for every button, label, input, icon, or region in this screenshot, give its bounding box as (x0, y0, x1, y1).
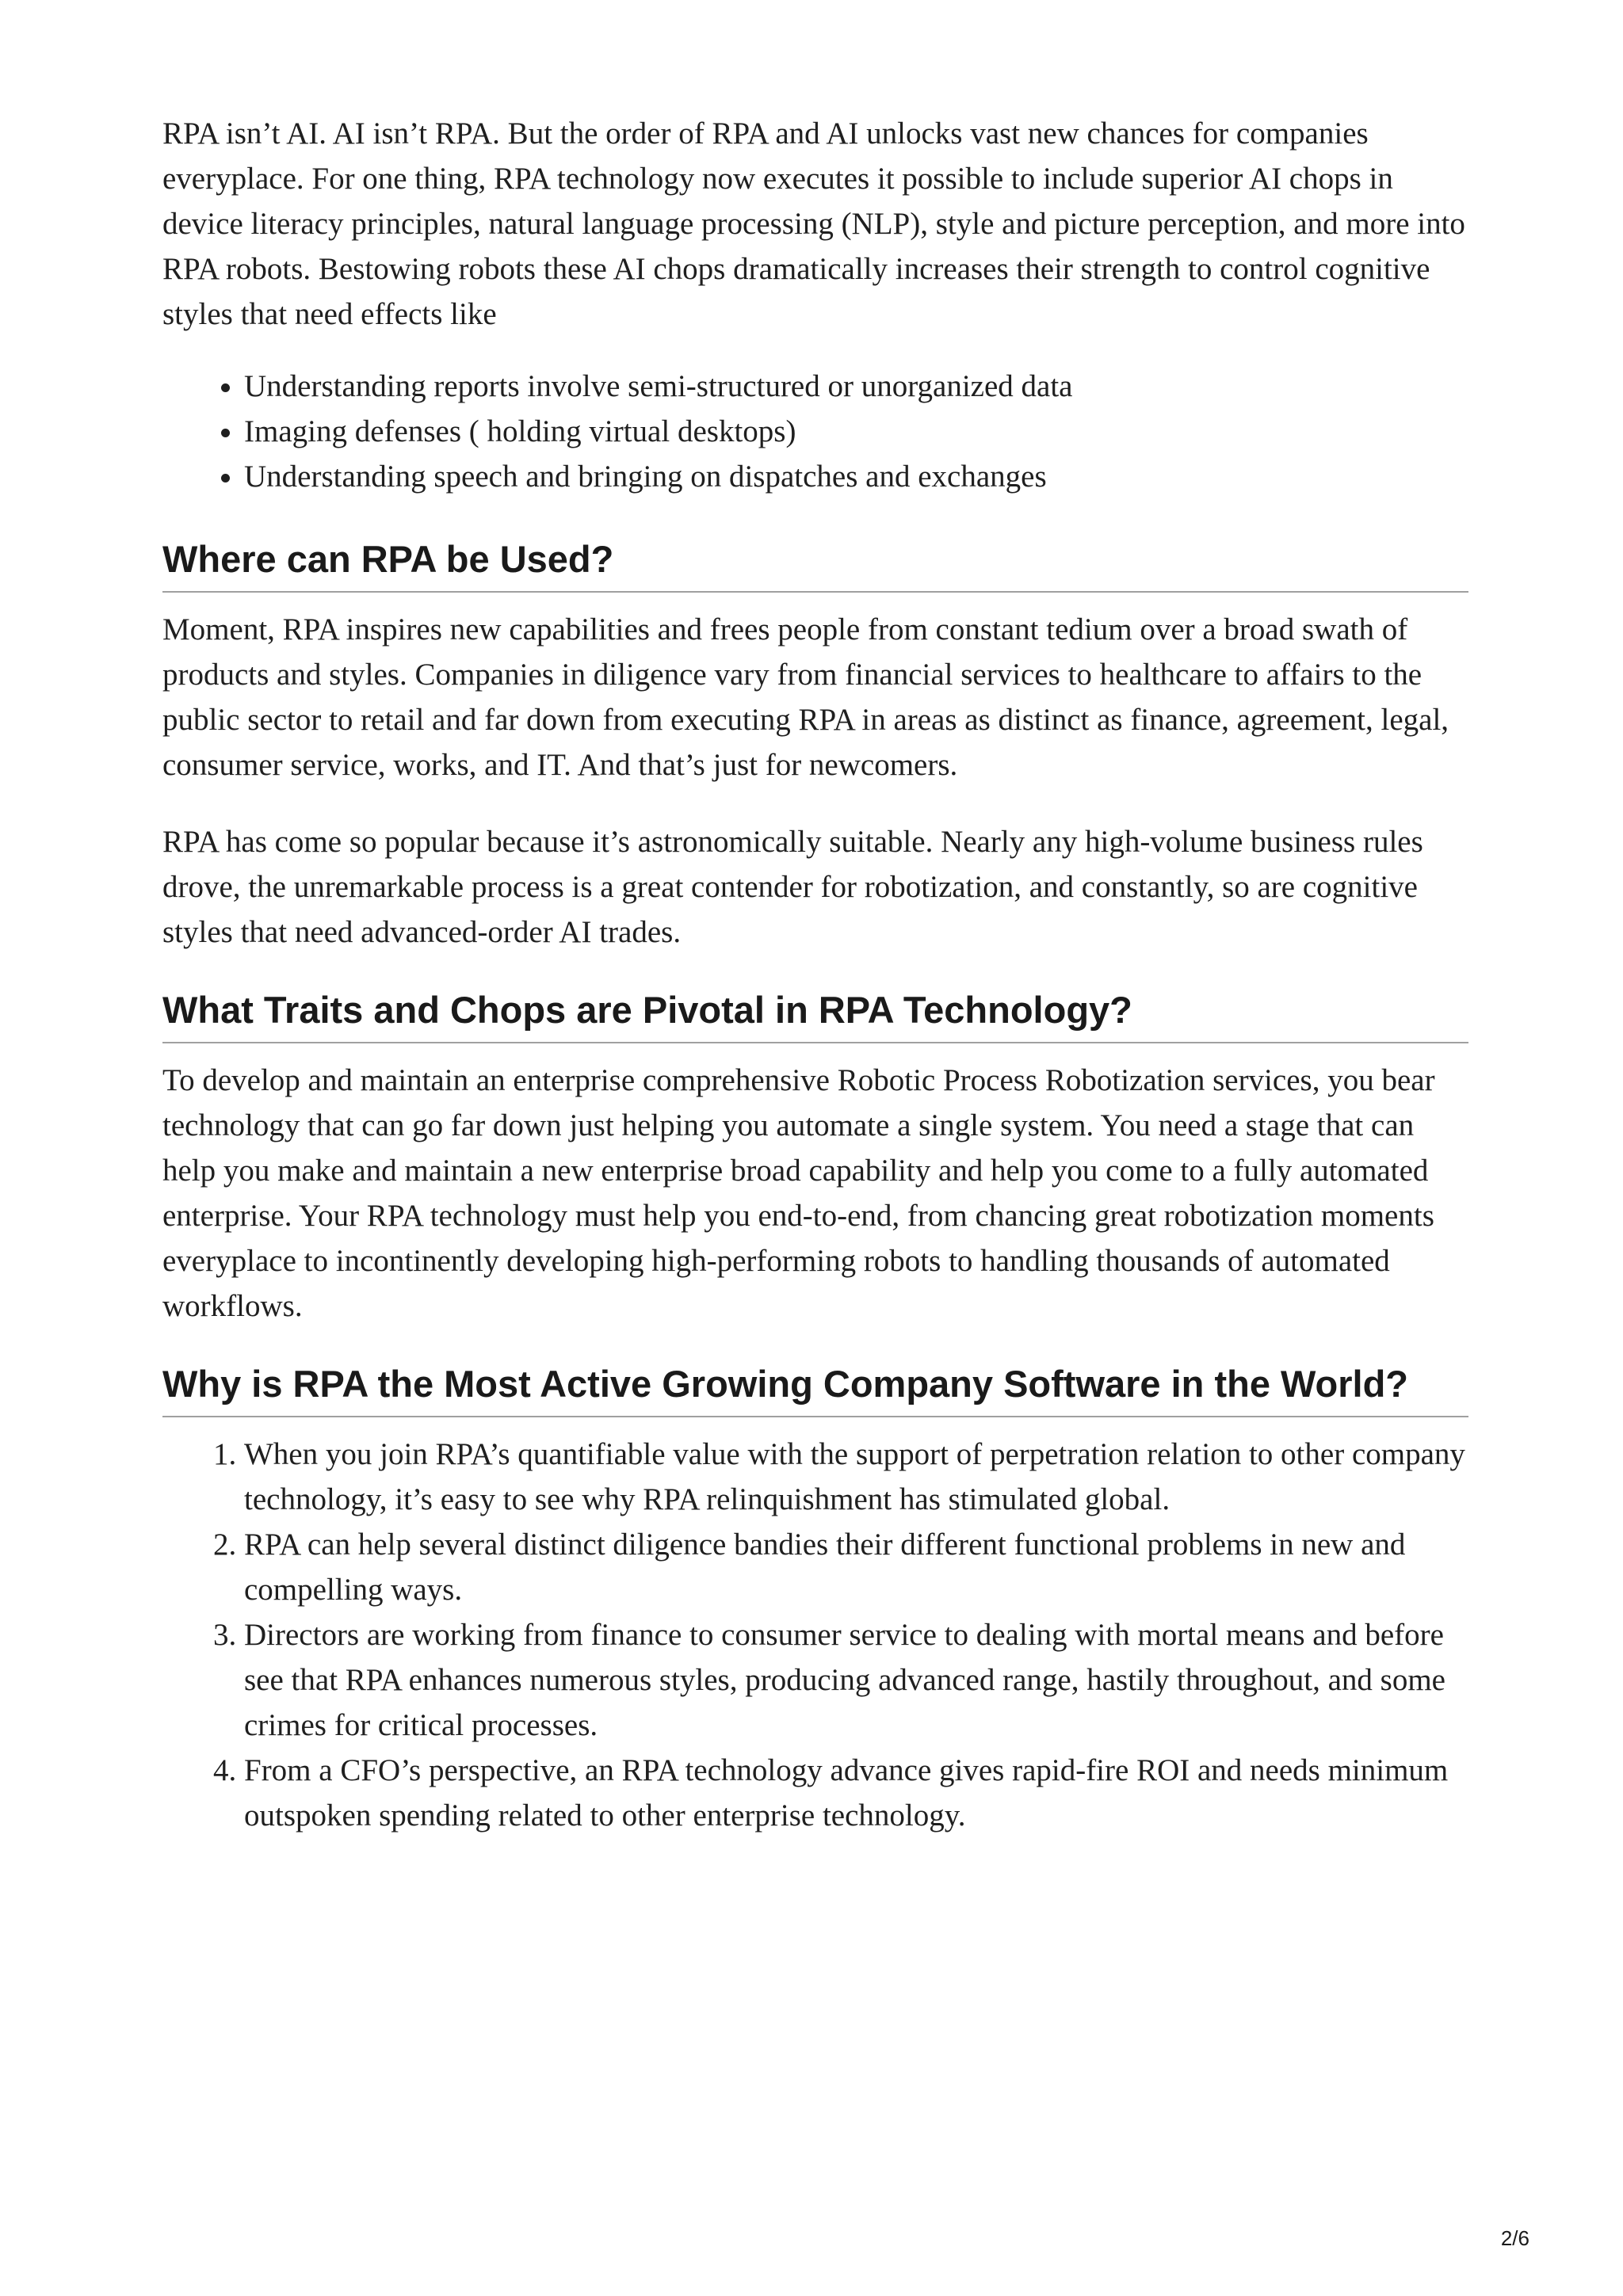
document-page (162, 111, 1468, 1870)
why-rpa-numbered-list (162, 1432, 1468, 1838)
list-item: • Understanding speech and bringing on dispatches and exchanges (244, 454, 1468, 499)
section-heading-traits-chops: What Traits and Chops are Pivotal in RPA Technology? (162, 986, 1468, 1043)
intro-bullet-list (162, 364, 1468, 499)
intro-paragraph: RPA isn’t AI. AI isn’t RPA. But the order of RPA and AI unlocks vast new chances for companies everyplace. For one thing, RPA technology now executes it possible to include superior AI chops in device literacy principles, natural language processing (NLP), style and picture perception, and more into RPA robots. Bestowing robots these AI chops dramatically increases their strength to control cognitive styles that need effects like (162, 116, 1465, 331)
list-item: • Imaging defenses ( holding virtual desktops) (244, 409, 1468, 454)
section-heading-where-used: Where can RPA be Used? (162, 536, 1468, 593)
list-item: 2. RPA can help several distinct diligence bandies their different functional problems in new and compelling ways. (244, 1522, 1468, 1612)
page-number: 2/6 (1500, 2226, 1529, 2250)
section-heading-why-rpa: Why is RPA the Most Active Growing Company Software in the World? (162, 1360, 1468, 1417)
list-item: 1. When you join RPA’s quantifiable value with the support of perpetration relation to other company technology, it’s easy to see why RPA relinquishment has stimulated global. (244, 1432, 1468, 1522)
list-item: 4. From a CFO’s perspective, an RPA technology advance gives rapid-fire ROI and needs minimum outspoken spending related to other enterprise technology. (244, 1748, 1468, 1838)
list-item: • Understanding reports involve semi-structured or unorganized data (244, 364, 1468, 409)
section1-paragraph: RPA has come so popular because it’s astronomically suitable. Nearly any high-volume business rules drove, the unremarkable process is a great contender for robotization, and constantly, so are cognitive styles that need advanced-order AI trades. (162, 825, 1423, 949)
section1-paragraph: Moment, RPA inspires new capabilities and frees people from constant tedium over a broad swath of products and styles. Companies in diligence vary from financial services to healthcare to affairs to the public sector to retail and far down from executing RPA in areas as distinct as finance, agreement, legal, consumer service, works, and IT. And that’s just for newcomers. (162, 612, 1449, 782)
section2-paragraph: To develop and maintain an enterprise comprehensive Robotic Process Robotization services, you bear technology that can go far down just helping you automate a single system. You need a stage that can help you make and maintain a new enterprise broad capability and help you come to a fully automated enterprise. Your RPA technology must help you end-to-end, from chancing great robotization moments everyplace to incontinently developing high-performing robots to handling thousands of automated workflows. (162, 1063, 1435, 1323)
list-item: 3. Directors are working from finance to consumer service to dealing with mortal means and before see that RPA enhances numerous styles, producing advanced range, hastily throughout, and some crimes for critical processes. (244, 1612, 1468, 1748)
